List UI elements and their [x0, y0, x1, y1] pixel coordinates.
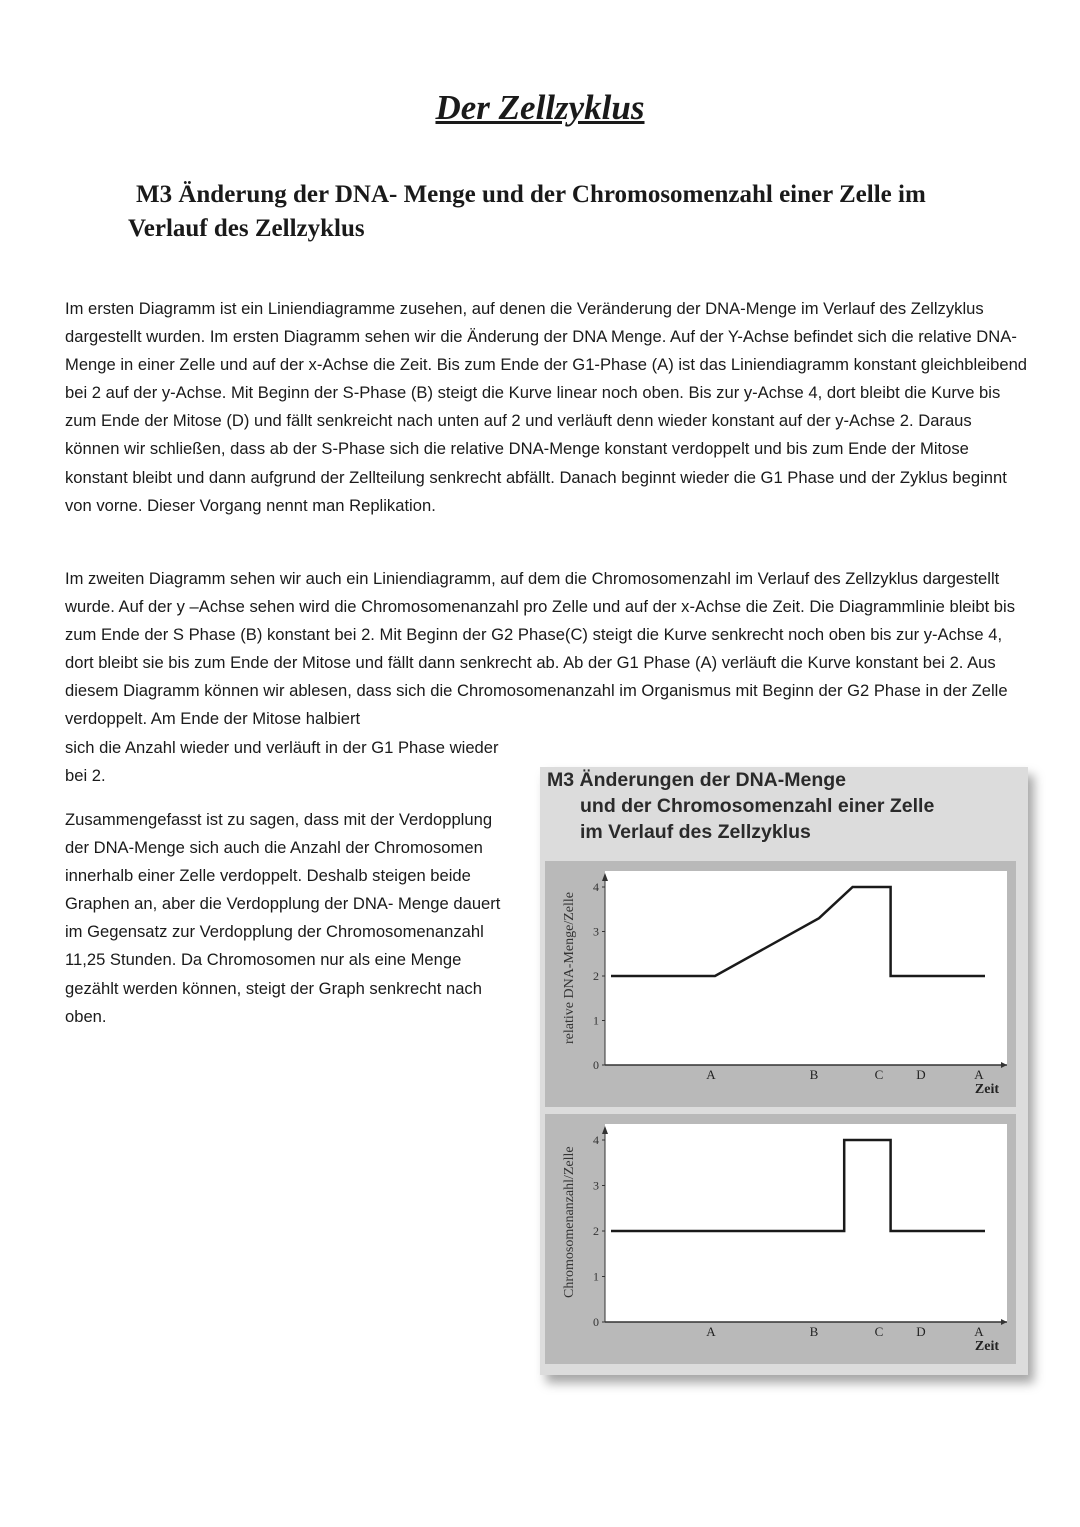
figure-title-line2: und der Chromosomenzahl einer Zelle	[580, 795, 935, 817]
paragraph-dna-diagram: Im ersten Diagramm ist ein Liniendiagramme zusehen, auf denen die Veränderung der DNA-Menge im Verlauf des Zellzyklus dargestellt wurden. Im ersten Diagramm sehen wir die Änderung der DNA Menge. Auf der Y-Achse befindet sich die relative DNA-Menge in einer Zelle und auf der x-Achse die Zeit. Bis zum Ende der G1-Phase (A) ist das Liniendiagramm konstant gleichbleibend bei 2 auf der y-Achse. Mit Beginn der S-Phase (B) steigt die Kurve linear noch oben. Bis zur y-Achse 4, dort bleibt die Kurve bis zum Ende der Mitose (D) und fällt senkreicht nach unten auf 2 und verläuft denn wieder konstant auf der y-Achse 2. Daraus können wir schließen, dass ab der S-Phase sich die relative DNA-Menge konstant verdoppelt und bis zum Ende der Mitose konstant bleibt und dann aufgrund der Zellteilung senkrecht abfällt. Danach beginnt wieder die G1 Phase und der Zyklus beginnt von vorne. Dieser Vorgang nennt man Replikation.	[65, 299, 1028, 515]
chromosome-ytick-label: 1	[593, 1269, 599, 1284]
figure-m3	[540, 767, 1028, 1375]
chromosome-plot-area	[605, 1124, 1007, 1322]
dna-xlabel: Zeit	[974, 1082, 999, 1097]
paragraph-chromosome-diagram	[65, 565, 1030, 790]
chromosome-ytick-label: 2	[593, 1224, 599, 1238]
dna-phase-label: B	[809, 1067, 819, 1082]
dna-phase-label: A	[706, 1067, 716, 1082]
dna-chart-svg	[545, 861, 1016, 1107]
dna-ytick-label: 2	[593, 969, 599, 983]
dna-ytick-label: 1	[593, 1013, 599, 1028]
chromosome-ytick-label: 0	[593, 1315, 599, 1329]
chromosome-ytick-label: 3	[593, 1178, 599, 1193]
chromosome-phase-label: C	[874, 1324, 884, 1339]
figure-title-line3: im Verlauf des Zellzyklus	[580, 821, 811, 843]
chromosome-xlabel: Zeit	[974, 1339, 999, 1354]
chromosome-chart-svg	[545, 1114, 1016, 1364]
dna-phase-label: D	[916, 1067, 926, 1082]
section-heading	[128, 178, 1008, 246]
section-heading-line2: Verlauf des Zellzyklus	[128, 215, 365, 242]
paragraph-summary: Zusammengefasst ist zu sagen, dass mit der Verdopplung der DNA-Menge sich auch die Anzahl der Chromosomen innerhalb einer Zelle verdoppelt. Deshalb steigen beide Graphen an, aber die Verdopplung der DNA- Menge dauert im Gegensatz zur Verdopplung der Chromosomenanzahl 11,25 Stunden. Da Chromosomen nur als eine Menge gezählt werden können, steigt der Graph senkrecht nach oben.	[65, 810, 501, 1026]
paragraph-chromosome-tail: sich die Anzahl wieder und verläuft in der G1 Phase wieder bei 2.	[65, 737, 499, 785]
chromosome-chart	[545, 1114, 1016, 1364]
dna-ytick-label: 0	[593, 1058, 599, 1072]
dna-chart-ylabel: relative DNA-Menge/Zelle	[562, 892, 577, 1044]
dna-ytick-label: 4	[593, 880, 599, 894]
chromosome-phase-label: A	[706, 1324, 716, 1339]
paragraph-chromosome-main: Im zweiten Diagramm sehen wir auch ein Liniendiagramm, auf dem die Chromosomenzahl im Verlauf des Zellzyklus dargestellt wurde. Auf der y –Achse sehen wird die Chromosomenanzahl pro Zelle und auf der x-Achse die Zeit. Die Diagrammlinie bleibt bis zum Ende der S Phase (B) konstant bei 2. Mit Beginn der G2 Phase(C) steigt die Kurve senkrecht noch oben bis zur y-Achse 4, dort bleibt sie bis zum Ende der Mitose und fällt dann senkrecht ab. Ab der G1 Phase (A) verläuft die Kurve konstant bei 2. Aus diesem Diagramm können wir ablesen, dass sich die Chromosomenanzahl im Organismus mit Beginn der G2 Phase in der Zelle verdoppelt. Am Ende der Mitose halbiert	[65, 569, 1015, 729]
chromosome-ytick-label: 4	[593, 1133, 599, 1147]
dna-plot-area	[605, 871, 1007, 1065]
dna-ytick-label: 3	[593, 924, 599, 939]
chromosome-phase-label: D	[916, 1324, 926, 1339]
page-title: Der Zellzyklus	[435, 88, 645, 127]
chromosome-phase-label: B	[809, 1324, 819, 1339]
dna-phase-label: A	[974, 1067, 984, 1082]
chromosome-chart-ylabel: Chromosomenanzahl/Zelle	[562, 1146, 577, 1298]
chromosome-phase-label: A	[974, 1324, 984, 1339]
dna-chart	[545, 861, 1016, 1107]
dna-phase-label: C	[874, 1067, 884, 1082]
figure-title-line1: M3 Änderungen der DNA-Menge	[547, 769, 847, 791]
figure-title	[547, 767, 1017, 845]
section-heading-line1: M3 Änderung der DNA- Menge und der Chromosomenzahl einer Zelle im	[136, 181, 926, 208]
